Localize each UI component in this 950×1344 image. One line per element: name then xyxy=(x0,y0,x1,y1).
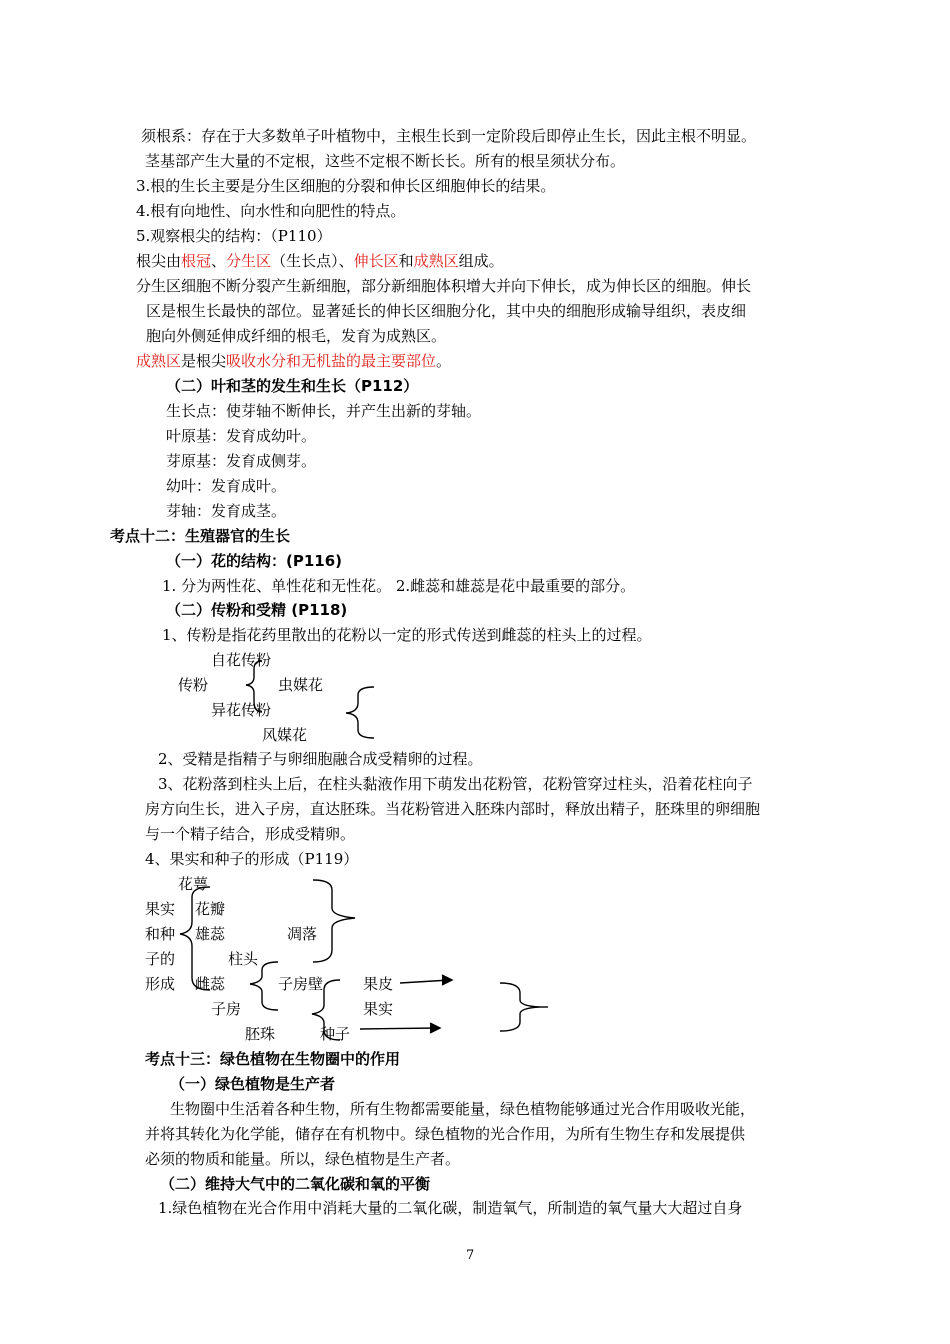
stigma-label: 柱头 xyxy=(228,950,259,968)
text-line: 生物圈中生活着各种生物，所有生物都需要能量，绿色植物能够通过光合作用吸收光能， xyxy=(170,1100,756,1118)
fruit-seed-label: 和种 xyxy=(145,925,176,943)
wind-pollinated-label: 风媒花 xyxy=(262,726,308,744)
fruit-seed-label: 子的 xyxy=(145,950,176,968)
brace xyxy=(250,962,278,1010)
topic-heading: 考点十三：绿色植物在生物圈中的作用 xyxy=(145,1050,401,1068)
arrow-head xyxy=(442,975,452,985)
text: 组成。 xyxy=(458,252,504,270)
section-heading: （一）花的结构：(P116) xyxy=(166,552,343,570)
pistil-label: 雌蕊 xyxy=(195,975,226,993)
text-line: 分生区细胞不断分裂产生新细胞，部分新细胞体积增大并向下伸长，成为伸长区的细胞。伸长 xyxy=(136,277,752,295)
fruit-seed-label: 果实 xyxy=(145,900,176,918)
arrow xyxy=(360,1028,438,1029)
ovary-label: 子房 xyxy=(211,1000,242,1018)
text-line: 5.观察根尖的结构：（P110） xyxy=(136,227,332,245)
seed-label: 种子 xyxy=(320,1025,351,1043)
fruit-seed-label: 形成 xyxy=(145,975,176,993)
page-number: 7 xyxy=(466,1248,475,1263)
text: （生长点） xyxy=(271,252,339,270)
text: 根尖由 xyxy=(136,252,182,270)
section-heading: （二）维持大气中的二氧化碳和氧的平衡 xyxy=(160,1175,431,1193)
text-line: 芽轴：发育成茎。 xyxy=(166,502,287,520)
text-line: 并将其转化为化学能，储存在有机物中。绿色植物的光合作用，为所有生物生存和发展提供 xyxy=(145,1125,746,1143)
petal-label: 花瓣 xyxy=(195,900,226,918)
text-line: 1、传粉是指花药里散出的花粉以一定的形式传送到雌蕊的柱头上的过程。 xyxy=(162,626,652,644)
text-line: 胞向外侧延伸成纤细的根毛，发育为成熟区。 xyxy=(146,327,447,345)
fruit-label: 果实 xyxy=(363,1000,394,1018)
text-line: 房方向生长，进入子房，直达胚珠。当花粉管进入胚珠内部时，释放出精子，胚珠里的卵细胞 xyxy=(145,800,761,818)
wither-label: 凋落 xyxy=(287,925,318,943)
maturation-term: 成熟区 xyxy=(413,252,459,270)
maturation-note-line xyxy=(136,351,451,371)
elongation-term: 伸长区 xyxy=(353,252,399,270)
cross-pollination-label: 异花传粉 xyxy=(211,701,272,719)
text: 、 xyxy=(338,252,354,270)
calyx-label: 花萼 xyxy=(178,875,209,893)
section-heading: （二）传粉和受精 (P118) xyxy=(166,601,348,619)
text-line: 3、花粉落到柱头上后，在柱头黏液作用下萌发出花粉管，花粉管穿过柱头，沿着花柱向子 xyxy=(158,775,753,793)
key-function: 吸收水分和无机盐的最主要部位 xyxy=(226,352,437,370)
text-line: 必须的物质和能量。所以，绿色植物是生产者。 xyxy=(145,1150,461,1168)
self-pollination-label: 自花传粉 xyxy=(211,651,272,669)
text: 。 xyxy=(436,352,452,370)
text-line: 3.根的生长主要是分生区细胞的分裂和伸长区细胞伸长的结果。 xyxy=(136,177,556,195)
root-cap-term: 根冠 xyxy=(181,252,212,270)
meristem-term: 分生区 xyxy=(226,252,272,270)
text-line: 4.根有向地性、向水性和向肥性的特点。 xyxy=(136,202,406,220)
text: 和 xyxy=(398,252,414,270)
text-line: 2、受精是指精子与卵细胞融合成受精卵的过程。 xyxy=(158,750,483,768)
text-line: 生长点：使芽轴不断伸长，并产生出新的芽轴。 xyxy=(166,402,482,420)
brace xyxy=(313,880,355,962)
text-line: 须根系：存在于大多数单子叶植物中，主根生长到一定阶段后即停止生长，因此主根不明显。 xyxy=(141,127,757,145)
text: 是根尖 xyxy=(181,352,227,370)
text-line: 区是根生长最快的部位。显著延长的伸长区细胞分化，其中央的细胞形成输导组织，表皮细 xyxy=(146,302,747,320)
text-line: 幼叶：发育成叶。 xyxy=(166,477,287,495)
root-tip-structure-line xyxy=(136,251,504,271)
text-line: 茎基部产生大量的不定根，这些不定根不断长长。所有的根呈须状分布。 xyxy=(145,152,626,170)
brace xyxy=(500,983,540,1031)
ovule-label: 胚珠 xyxy=(245,1025,276,1043)
ovary-wall-label: 子房壁 xyxy=(278,975,324,993)
arrow-head xyxy=(430,1023,440,1033)
text-line: 1. 分为两性花、单性花和无性花。 2.雌蕊和雄蕊是花中最重要的部分。 xyxy=(162,577,636,595)
section-heading: （二）叶和茎的发生和生长（P112） xyxy=(166,377,419,395)
text: 、 xyxy=(211,252,227,270)
maturation-term: 成熟区 xyxy=(136,352,182,370)
brace xyxy=(346,687,374,738)
text-line: 芽原基：发育成侧芽。 xyxy=(166,452,317,470)
insect-pollinated-label: 虫媒花 xyxy=(278,676,324,694)
arrow xyxy=(400,980,450,983)
pericarp-label: 果皮 xyxy=(363,975,394,993)
pollination-label: 传粉 xyxy=(178,676,209,694)
topic-heading: 考点十二：生殖器官的生长 xyxy=(110,527,291,545)
text-line: 叶原基：发育成幼叶。 xyxy=(166,427,317,445)
stamen-label: 雄蕊 xyxy=(195,925,226,943)
text-line: 与一个精子结合，形成受精卵。 xyxy=(145,825,356,843)
section-heading: （一）绿色植物是生产者 xyxy=(170,1075,336,1093)
text-line: 1.绿色植物在光合作用中消耗大量的二氧化碳，制造氧气，所制造的氧气量大大超过自身 xyxy=(158,1199,743,1217)
text-line: 4、果实和种子的形成（P119） xyxy=(145,850,359,868)
